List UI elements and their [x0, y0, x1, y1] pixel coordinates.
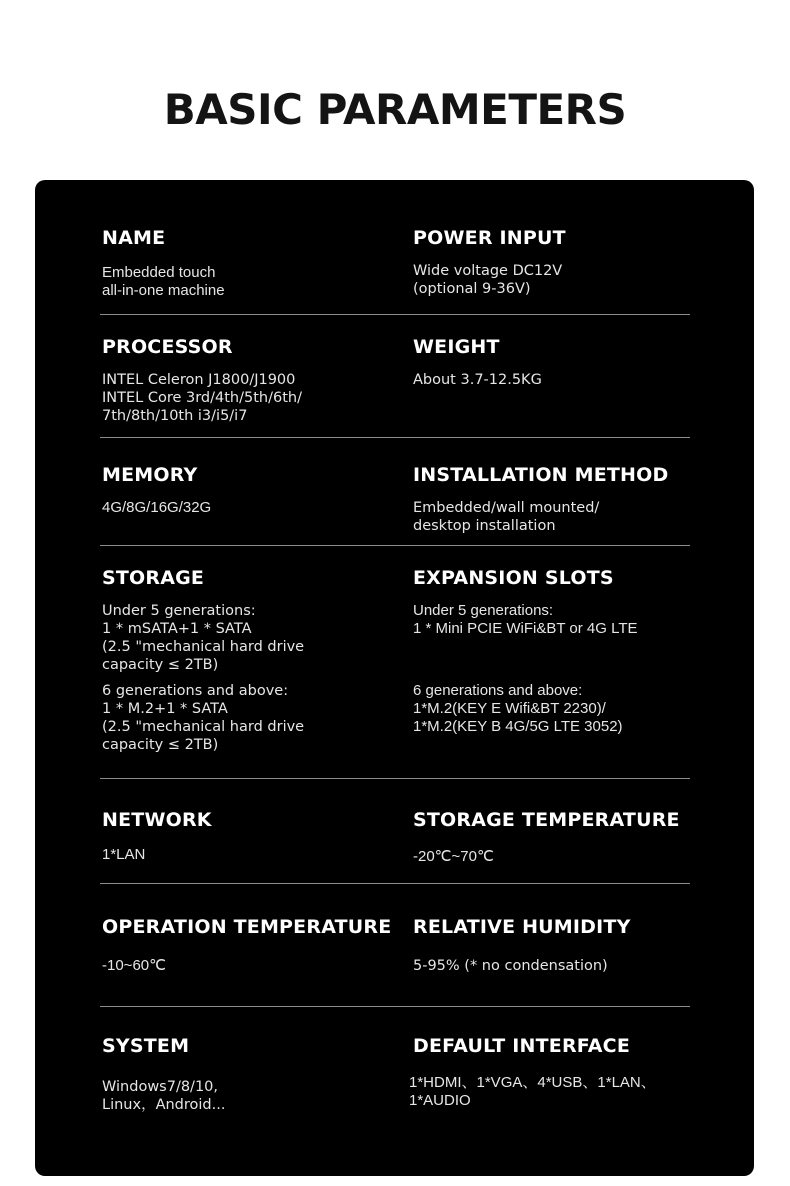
param-value: 1*LAN	[102, 846, 146, 863]
param-label: POWER INPUT	[413, 227, 566, 249]
param-label: WEIGHT	[413, 336, 500, 358]
param-relative-humidity	[413, 915, 703, 975]
param-weight	[413, 335, 703, 389]
param-value: INTEL Celeron J1800/J1900 INTEL Core 3rd/4th/5th/6th/ 7th/8th/10th i3/i5/i7	[102, 372, 302, 424]
parameters-panel	[35, 180, 754, 1176]
param-storage	[102, 566, 402, 754]
page-title: BASIC PARAMETERS	[163, 85, 627, 134]
param-value: 4G/8G/16G/32G	[102, 499, 212, 516]
param-value: -20℃~70℃	[413, 848, 494, 865]
param-value: About 3.7-12.5KG	[413, 372, 542, 388]
row-divider	[100, 1006, 690, 1007]
param-value: Windows7/8/10, Linux，Android...	[102, 1079, 226, 1113]
param-value: Embedded touch all-in-one machine	[102, 264, 225, 299]
param-label: EXPANSION SLOTS	[413, 567, 614, 589]
param-label: RELATIVE HUMIDITY	[413, 916, 631, 938]
param-label: NAME	[102, 227, 166, 249]
param-processor	[102, 335, 402, 425]
param-label: PROCESSOR	[102, 336, 233, 358]
param-installation-method	[413, 463, 703, 535]
param-label: DEFAULT INTERFACE	[413, 1035, 631, 1057]
param-label: OPERATION TEMPERATURE	[102, 916, 392, 938]
row-divider	[100, 778, 690, 779]
param-value: 6 generations and above: 1*M.2(KEY E Wifi&BT 2230)/ 1*M.2(KEY B 4G/5G LTE 3052)	[413, 682, 623, 735]
param-value: Embedded/wall mounted/ desktop installation	[413, 500, 600, 534]
param-value: 6 generations and above: 1 * M.2+1 * SATA (2.5 "mechanical hard drive capacity ≤ 2TB)	[102, 683, 305, 753]
param-label: STORAGE	[102, 567, 205, 589]
param-label: INSTALLATION METHOD	[413, 464, 669, 486]
param-default-interface	[409, 1034, 703, 1110]
param-label: STORAGE TEMPERATURE	[413, 809, 680, 831]
param-value: Wide voltage DC12V (optional 9-36V)	[413, 263, 563, 297]
param-name	[102, 226, 402, 300]
row-divider	[100, 883, 690, 884]
param-label: NETWORK	[102, 809, 212, 831]
param-system	[102, 1034, 402, 1114]
row-divider	[100, 314, 690, 315]
param-memory	[102, 463, 402, 517]
param-storage-temperature	[413, 808, 703, 866]
param-label: SYSTEM	[102, 1035, 190, 1057]
param-value: Under 5 generations: 1 * Mini PCIE WiFi&BT or 4G LTE	[413, 602, 638, 637]
param-network	[102, 808, 402, 864]
param-value: 5-95% (* no condensation)	[413, 958, 608, 974]
row-divider	[100, 437, 690, 438]
param-operation-temperature	[102, 915, 402, 975]
param-value: 1*HDMI、1*VGA、4*USB、1*LAN、 1*AUDIO	[409, 1074, 656, 1109]
param-expansion-slots	[413, 566, 703, 736]
param-value: -10~60℃	[102, 957, 166, 974]
param-power-input	[413, 226, 703, 298]
param-label: MEMORY	[102, 464, 198, 486]
param-value: Under 5 generations: 1 * mSATA+1 * SATA (2.5 "mechanical hard drive capacity ≤ 2TB)	[102, 603, 305, 673]
row-divider	[100, 545, 690, 546]
